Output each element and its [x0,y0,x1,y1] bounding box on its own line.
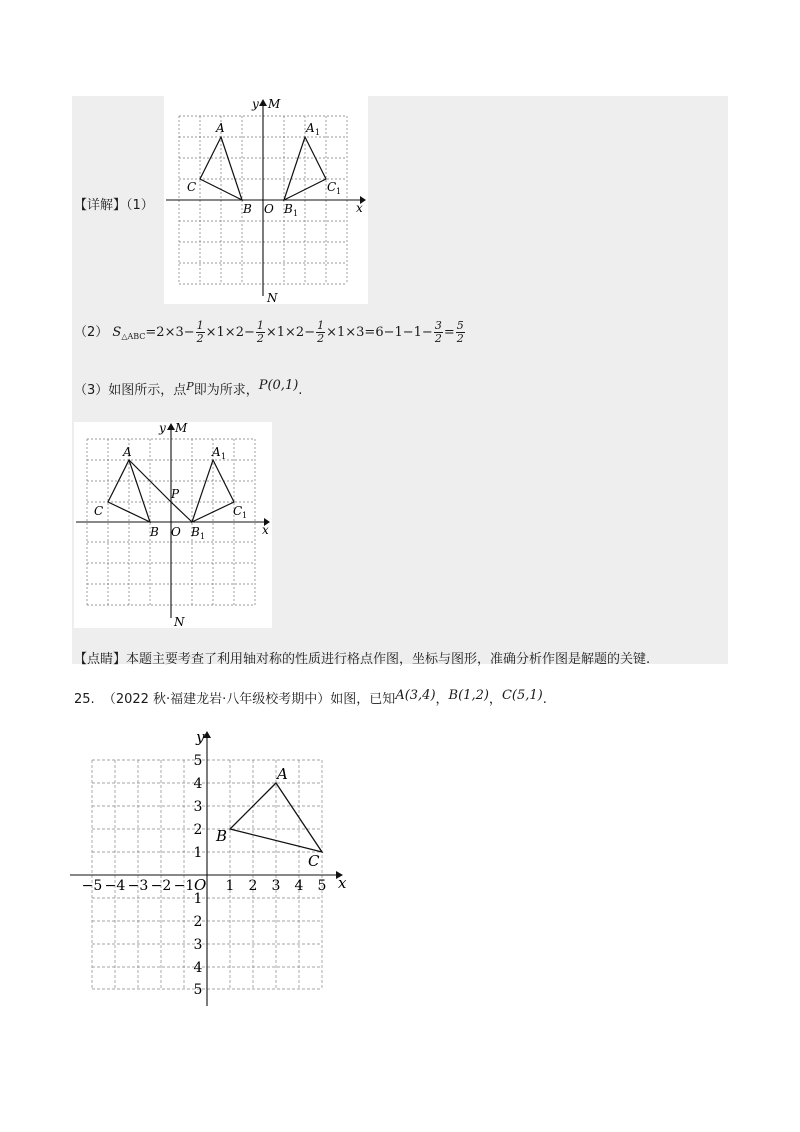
figure-2-panel [74,422,272,628]
label-a1: A [306,121,315,135]
label-m: M [175,422,188,435]
y-tick: 2 [193,914,203,930]
label-c: C [308,852,320,870]
x-tick: −3 [127,878,149,894]
label-n: N [174,615,185,628]
label-b1: B [191,525,200,539]
y-tick: 5 [193,753,203,769]
figure-1-panel [164,96,368,304]
part2-line [74,320,466,345]
label-x: x [262,523,269,537]
label-a: A [216,121,225,135]
x-tick: 4 [294,878,304,894]
x-tick: 2 [248,878,258,894]
y-tick: 2 [193,822,203,838]
label-b1: B [284,202,293,216]
axes [70,736,338,1006]
label-a1: A [212,445,221,459]
x-tick: 5 [317,878,327,894]
y-tick: 3 [193,937,203,953]
x-tick: −4 [104,878,126,894]
axes [76,428,264,618]
label-b1-sub: 1 [293,209,299,218]
fraction-2: $\frac{1}{2}$ [256,319,264,345]
y-axis-arrow [167,423,175,430]
fraction-4: $\frac{3}{2}$ [434,319,442,345]
label-c1-sub: 1 [242,511,248,520]
axes [166,104,360,296]
x-tick: 3 [271,878,281,894]
part3-point: P [186,380,194,393]
segment-a-p-b1 [129,460,192,522]
label-y: y [252,97,259,111]
label-b: B [150,525,159,539]
label-o: O [171,525,181,539]
part2-label: （2） [74,325,109,340]
comment-line [74,648,650,667]
figure-2 [74,422,272,628]
part3-coord: P(0,1) [258,378,299,393]
explanation-tag-line [74,194,154,213]
fraction-3: $\frac{1}{2}$ [317,319,325,345]
part3-label: （3） [74,383,109,398]
point-b: B(1,2) [448,688,489,703]
label-c: C [187,180,197,194]
label-y: y [196,728,205,746]
x-tick: 1 [225,878,235,894]
y-tick: 4 [193,776,203,792]
y-tick: 4 [193,960,203,976]
label-c: C [94,504,104,518]
label-c1: C [233,504,243,518]
label-o: O [264,202,274,216]
label-b1-sub: 1 [200,532,206,541]
label-b: B [243,202,252,216]
label-b: B [216,827,228,845]
sep-1: ， [435,692,449,707]
question-number: 25. [74,692,95,707]
part3-end: . [298,383,303,398]
y-tick: 1 [193,891,203,907]
part3-text-b: 即为所求， [193,383,259,398]
figure-3 [60,724,360,1014]
comment-tag: 【点睛】 [74,652,127,667]
label-a: A [123,445,132,459]
part3-line [74,378,302,398]
fraction-5: $\frac{5}{2}$ [456,319,464,345]
sep-2: ， [488,692,502,707]
label-o: O [194,876,207,894]
label-x: x [356,201,363,215]
label-a: A [277,765,288,783]
explanation-tag: 【详解】 [74,198,127,213]
y-tick: 3 [193,799,203,815]
label-c1-sub: 1 [336,187,342,196]
x-tick: −2 [150,878,172,894]
comment-text: 本题主要考查了利用轴对称的性质进行格点作图，坐标与图形，准确分析作图是解题的关键. [126,652,651,667]
label-a1-sub: 1 [221,452,227,461]
label-m: M [268,97,281,111]
label-n: N [267,291,278,304]
area-formula: $S_{\triangle ABC}=2\times 3-$ $\frac{1}{2}$ ×1×2− $\frac{1}{2}$ ×1×2− $\frac{1}{2}$ ×1×3=6−1−1− $\frac{3}{2}$ = $\frac{5}{2}$ [112,319,464,345]
figure-1 [164,96,368,304]
x-tick: −5 [81,878,103,894]
label-x: x [338,874,347,892]
fraction-1: $\frac{1}{2}$ [196,319,204,345]
part1-label: （1） [126,198,154,213]
point-c: C(5,1) [501,688,543,703]
label-p: P [171,487,180,501]
question-end: . [542,692,547,707]
part3-text-a: 如图所示，点 [108,383,187,398]
label-c1: C [327,180,337,194]
label-a1-sub: 1 [315,128,321,137]
y-tick: 5 [193,982,203,998]
question-25-line [74,688,547,707]
label-y: y [159,422,166,435]
x-tick: −1 [173,878,195,894]
y-tick: 1 [193,845,203,861]
question-source: （2022 秋·福建龙岩·八年级校考期中）如图，已知 [102,692,396,707]
y-axis-arrow [259,99,267,106]
point-a: A(3,4) [395,688,436,703]
